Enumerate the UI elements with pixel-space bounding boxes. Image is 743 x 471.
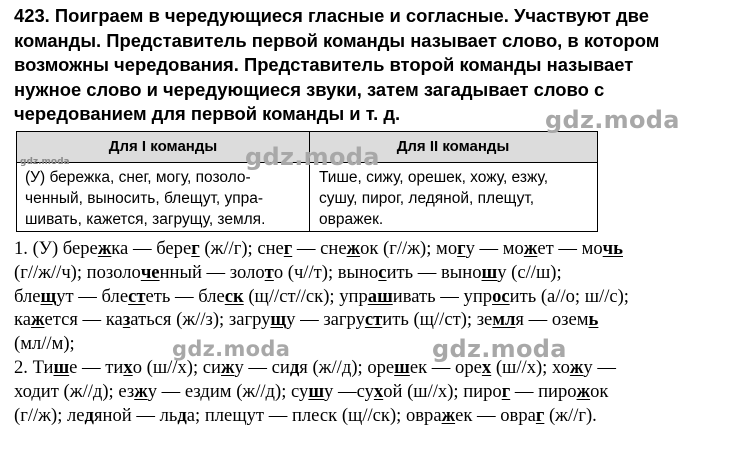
- alternating-letters: г: [535, 404, 545, 426]
- alternating-letters: ж: [523, 238, 538, 259]
- answer-text-segment: у — си: [234, 356, 290, 378]
- answer-text-segment: ить — выно: [386, 261, 482, 283]
- alternating-letters: ш: [394, 356, 410, 378]
- answer-text-segment: ок (г//ж); мо: [360, 238, 458, 259]
- answer-line: [14, 356, 736, 380]
- alternating-letters: ж: [220, 356, 235, 378]
- table-line: ченный, выносить, блещут, упра-: [25, 190, 264, 207]
- answer-text-segment: (ж//г).: [544, 404, 597, 426]
- answer-text-segment: — пиро: [510, 380, 577, 402]
- answer-line: [14, 237, 736, 261]
- answer-line: [14, 380, 736, 404]
- answer-text-segment: ек — овра: [455, 404, 536, 426]
- alternating-letters: ст: [364, 309, 383, 331]
- alternating-letters: ш: [308, 380, 325, 402]
- table-line: овражек.: [319, 211, 384, 228]
- watermark-small: gdz.moda: [20, 157, 70, 167]
- alternating-letters: ос: [492, 285, 510, 307]
- answer-text-segment: я — озем: [515, 309, 589, 331]
- answer-text-segment: еть — бле: [145, 285, 225, 307]
- answer-text-segment: ходит (ж//д); ез: [14, 380, 135, 402]
- table-header-team1: Для I команды: [108, 138, 218, 155]
- answer-text-segment: (щ//ст//ск); упр: [243, 285, 368, 307]
- alternating-letters: аш: [367, 285, 393, 307]
- alternating-letters: чь: [602, 238, 623, 259]
- alternating-letters: ж: [346, 238, 361, 259]
- answer-text-segment: (г//ж); ле: [14, 404, 85, 426]
- alternating-letters: д: [84, 404, 94, 426]
- alternating-letters: ж: [569, 356, 584, 378]
- watermark: gdz.moda: [432, 335, 567, 363]
- task-line: чередованием для первой команды и т. д.: [14, 103, 401, 125]
- answer-text-segment: 1. (У) бере: [14, 238, 98, 259]
- answer-text-segment: о (ш//х); си: [132, 356, 221, 378]
- watermark: gdz.moda: [172, 337, 291, 361]
- answer-text-segment: у —су: [324, 380, 374, 402]
- alternating-letters: ж: [97, 238, 112, 259]
- answer-text-segment: ой (ш//х); пиро: [383, 380, 502, 402]
- answer-text-segment: яной — ль: [93, 404, 178, 426]
- answer-text-segment: у — ездим (ж//д); су: [147, 380, 309, 402]
- alternating-letters: щ: [270, 309, 287, 331]
- alternating-letters: г: [191, 238, 200, 259]
- answer-text-segment: ет — мо: [537, 238, 603, 259]
- answer-text-segment: у — мо: [465, 238, 524, 259]
- answer-text-segment: 2. Ти: [14, 356, 54, 378]
- answer-text-segment: бле: [14, 285, 41, 307]
- alternating-letters: д: [177, 404, 187, 426]
- alternating-letters: х: [373, 380, 384, 402]
- table-line: Тише, сижу, орешек, хожу, езжу,: [319, 169, 548, 186]
- alternating-letters: т: [264, 261, 274, 283]
- alternating-letters: мл: [492, 309, 516, 331]
- answer-text-segment: я (ж//д); оре: [299, 356, 395, 378]
- alternating-letters: х: [123, 356, 133, 378]
- table-cell-team1: [25, 167, 265, 230]
- answer-text-segment: ок: [590, 380, 609, 402]
- answer-text-segment: а; плещут — плеск (щ//ск); овра: [186, 404, 442, 426]
- answer-text-segment: у — загру: [286, 309, 365, 331]
- answer-text-segment: е — ти: [69, 356, 124, 378]
- alternating-letters: ш: [53, 356, 70, 378]
- answer-text-segment: (ж//г); сне: [199, 238, 284, 259]
- alternating-letters: ж: [31, 309, 45, 331]
- alternating-letters: че: [140, 261, 160, 283]
- answer-text-segment: у —: [583, 356, 616, 378]
- answer-line: [14, 308, 736, 332]
- answer-text-segment: ить (щ//ст); зе: [382, 309, 493, 331]
- task-line: нужное слово и чередующиеся звуки, затем загадывает слово с: [14, 78, 605, 100]
- alternating-letters: ж: [134, 380, 148, 402]
- alternating-letters: з: [122, 309, 131, 331]
- alternating-letters: щ: [40, 285, 57, 307]
- answer-text-segment: ут — бле: [56, 285, 129, 307]
- alternating-letters: ш: [481, 261, 498, 283]
- answer-text-segment: (мл//м);: [14, 333, 75, 355]
- alternating-letters: х: [481, 356, 492, 378]
- alternating-letters: д: [289, 356, 300, 378]
- answer-text-segment: ек — оре: [409, 356, 482, 378]
- answer-text-segment: ется — ка: [44, 309, 123, 331]
- table-line: сушу, пирог, ледяной, плещут,: [319, 190, 535, 207]
- answer-text-segment: (г//ж//ч); позоло: [14, 261, 141, 283]
- answer-text-segment: ить (а//о; ш//с);: [509, 285, 629, 307]
- alternating-letters: ск: [224, 285, 244, 307]
- table-header-team2: Для II команды: [396, 138, 510, 155]
- answer-text-segment: у (с//ш);: [497, 261, 562, 283]
- answer-text-segment: ка — бере: [111, 238, 192, 259]
- watermark: gdz.moda: [545, 106, 680, 134]
- alternating-letters: г: [283, 238, 293, 259]
- answer-text-segment: — сне: [292, 238, 347, 259]
- alternating-letters: с: [378, 261, 387, 283]
- answer-text-segment: о (ч//т); выно: [273, 261, 379, 283]
- answer-text-segment: нный — золо: [159, 261, 265, 283]
- answer-text-segment: ивать — упр: [392, 285, 493, 307]
- answer-line: [14, 261, 736, 285]
- answer-text: [14, 237, 736, 427]
- task-line: команды. Представитель первой команды называет слово, в котором: [14, 29, 660, 51]
- alternating-letters: ь: [588, 309, 599, 331]
- table-cell-team2: [319, 167, 548, 230]
- watermark: gdz.moda: [245, 143, 380, 171]
- answer-text-segment: (ш//х); хо: [491, 356, 570, 378]
- table-line: (У) бережка, снег, могу, позоло-: [25, 169, 251, 186]
- alternating-letters: ж: [576, 380, 591, 402]
- answer-text-segment: аться (ж//з); загру: [130, 309, 271, 331]
- answer-text-segment: ка: [14, 309, 32, 331]
- task-line: возможны чередования. Представитель второй команды называет: [14, 54, 634, 76]
- answer-line: [14, 404, 736, 428]
- alternating-letters: г: [501, 380, 511, 402]
- alternating-letters: ст: [128, 285, 146, 307]
- alternating-letters: г: [457, 238, 466, 259]
- answer-line: [14, 285, 736, 309]
- task-line: 423. Поиграем в чередующиеся гласные и согласные. Участвуют две: [14, 5, 649, 26]
- answer-line: [14, 332, 736, 356]
- table-line: шивать, кажется, загрущу, земля.: [25, 211, 266, 228]
- alternating-letters: ж: [441, 404, 456, 426]
